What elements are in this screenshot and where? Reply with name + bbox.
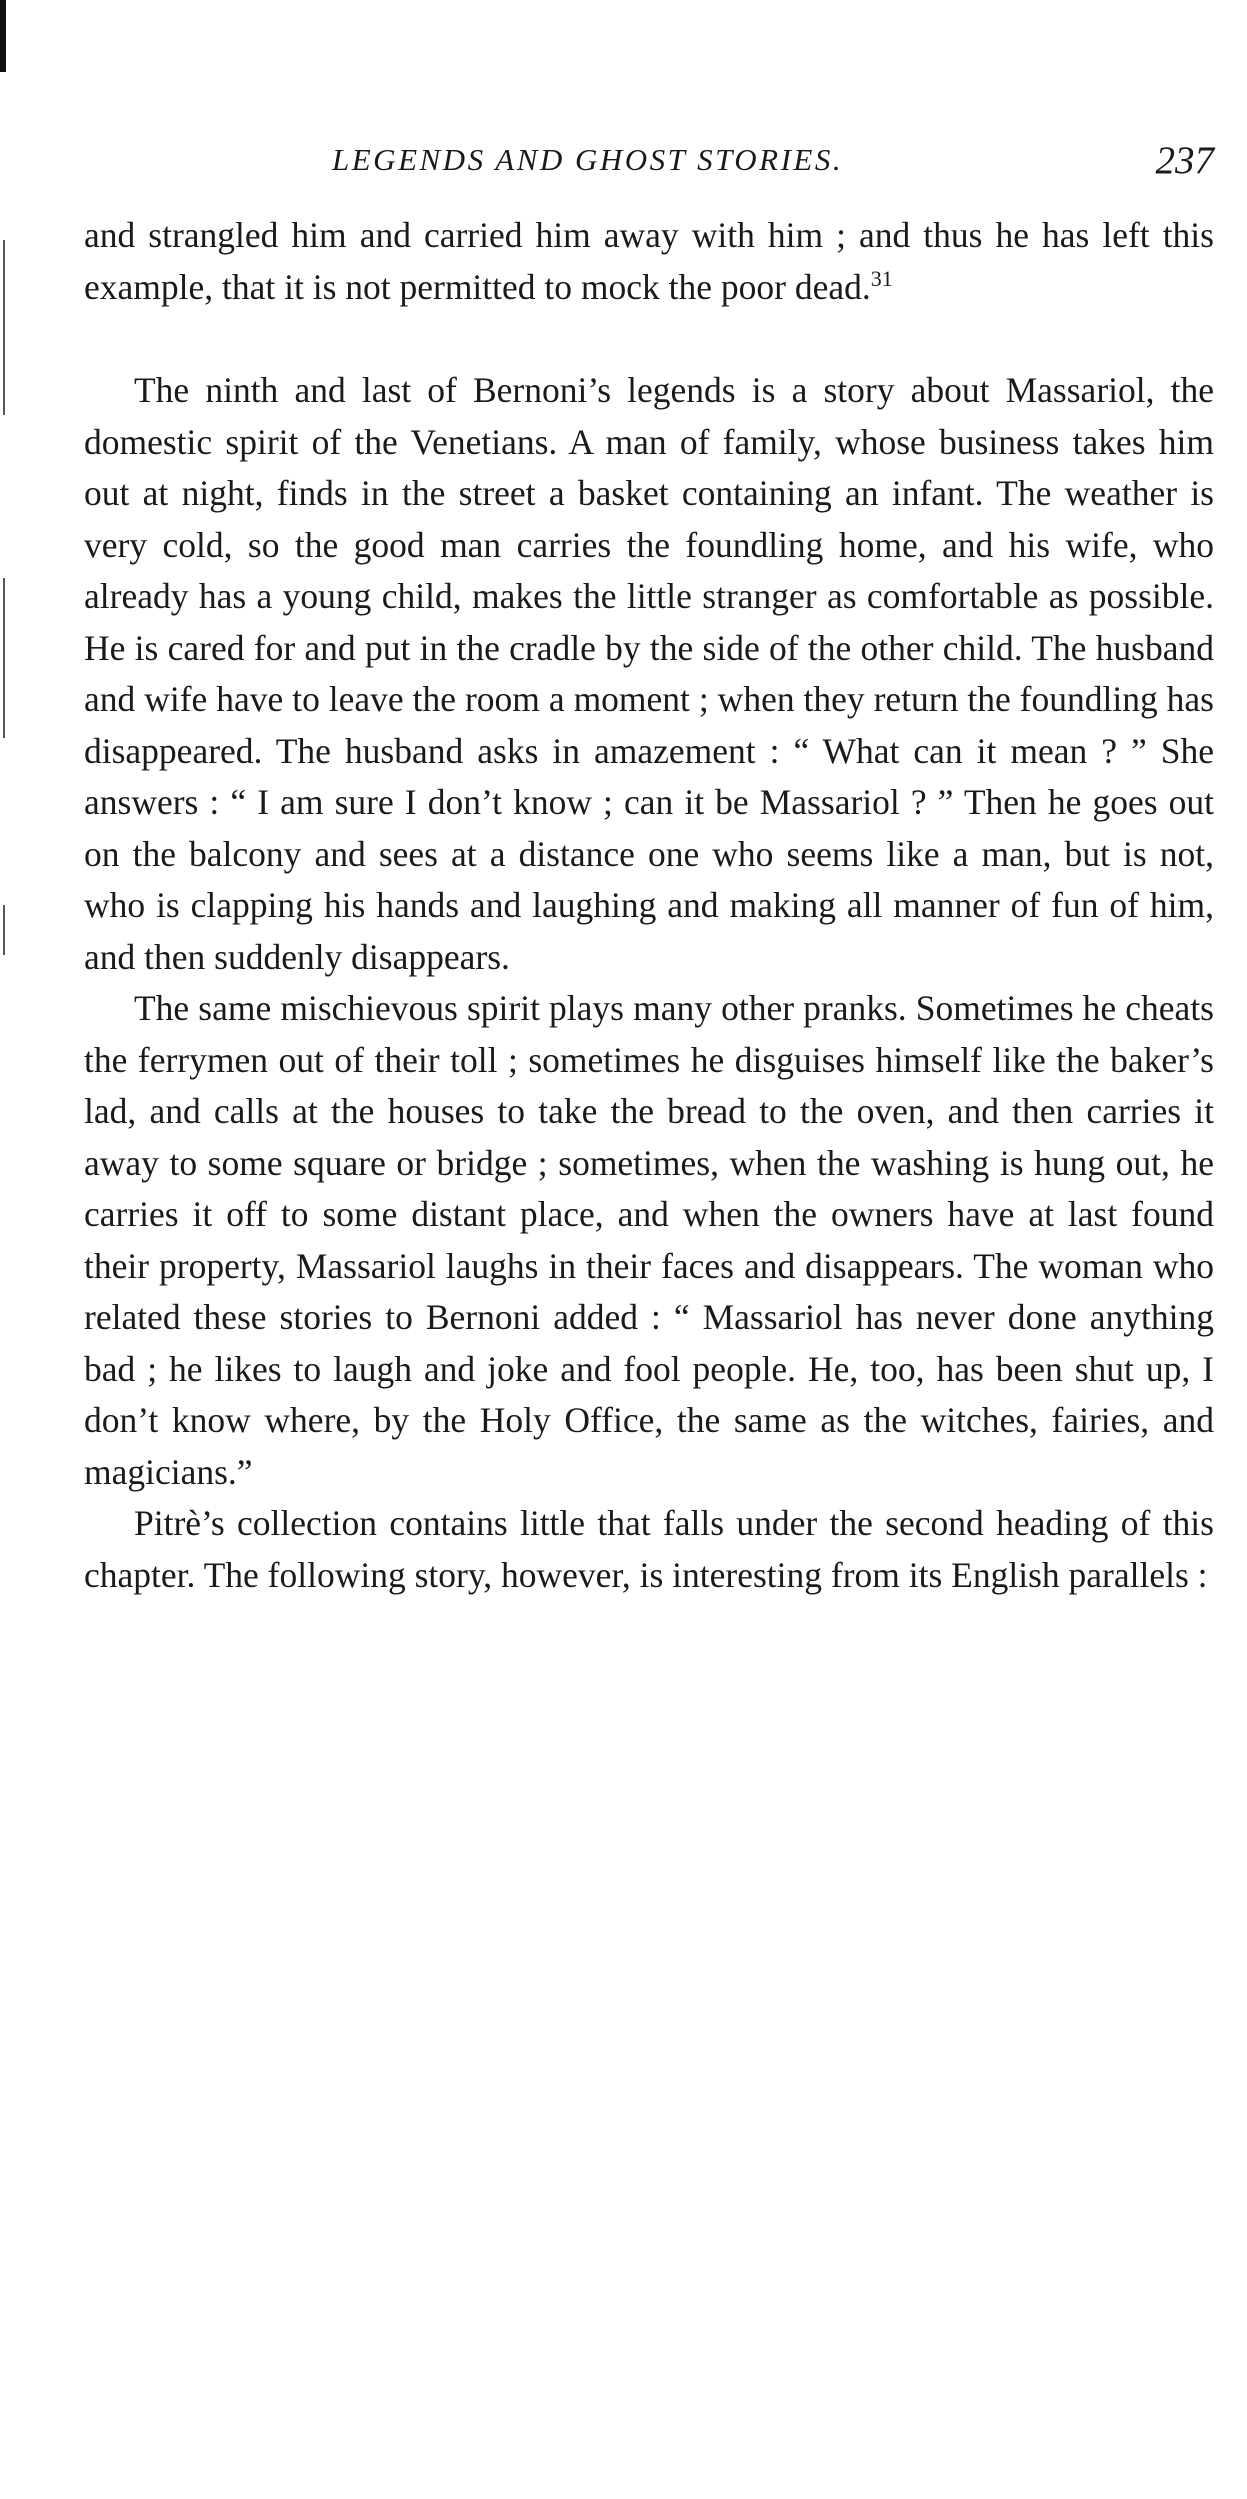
margin-rule — [3, 240, 5, 415]
paragraph-text: and strangled him and carried him away with him ; and thus he has left this example, that it is not permitted to mock the poor dead. — [84, 215, 1214, 307]
paragraph: Pitrè’s collection contains little that falls under the second heading of this chapter. The following story, however, is interesting from its English parallels : — [84, 1503, 1214, 1595]
paragraph-continuation — [84, 210, 1214, 313]
margin-rule — [3, 578, 5, 738]
margin-rule — [3, 905, 5, 955]
running-title: LEGENDS AND GHOST STORIES. — [332, 142, 844, 177]
paragraph: The ninth and last of Bernoni’s legends is a story about Massariol, the domestic spirit of the Venetians. A man of family, whose business takes him out at night, finds in the street a basket containing an infant. The weather is very cold, so the good man carries the foundling home, and his wife, who already has a young child, makes the little stranger as comfortable as possible. He is cared for and put in the cradle by the side of the other child. The husband and wife have to leave the room a moment ; when they return the foundling has disappeared. The husband asks in amazement : “ What can it mean ? ” She answers : “ I am sure I don’t know ; can it be Massariol ? ” Then he goes out on the balcony and sees at a distance one who seems like a man, but is not, who is clapping his hands and laughing and making all manner of fun of him, and then suddenly disappears. — [84, 370, 1214, 977]
page-body — [84, 210, 1214, 1601]
footnote-reference: 31 — [870, 265, 893, 291]
page-header — [84, 139, 1214, 192]
page-edge-mark — [0, 0, 6, 72]
page-number: 237 — [1155, 139, 1214, 182]
paragraph: The same mischievous spirit plays many other pranks. Sometimes he cheats the ferrymen out of their toll ; sometimes he disguises himself like the baker’s lad, and calls at the houses to take the bread to the oven, and then carries it away to some square or bridge ; sometimes, when the washing is hung out, he carries it off to some distant place, and when the owners have at last found their property, Massariol laughs in their faces and disappears. The woman who related these stories to Bernoni added : “ Massariol has never done anything bad ; he likes to laugh and joke and fool people. He, too, has been shut up, I don’t know where, by the Holy Office, the same as the witches, fairies, and magicians.” — [84, 988, 1214, 1492]
